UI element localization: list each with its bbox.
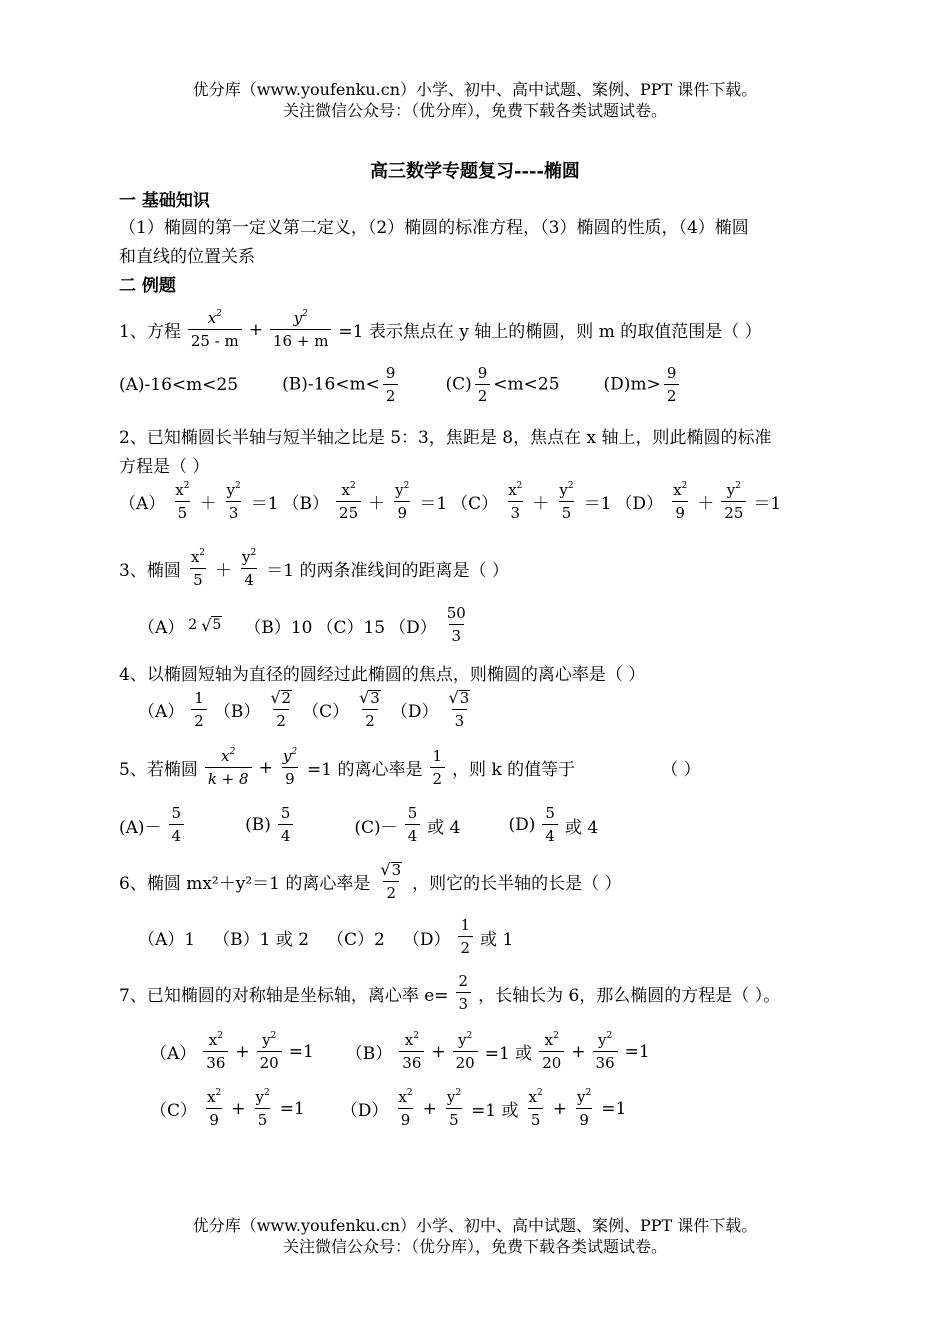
question-6-stem: 6、椭圆 mx²＋y²＝1 的离心率是 √ 3 2 ，则它的长半轴的长是（ ）: [119, 860, 622, 902]
q6-option-c[interactable]: （C）2: [327, 929, 385, 950]
q4-option-a[interactable]: （A） $\frac{1}{2}$: [138, 691, 210, 729]
q6-option-b[interactable]: （B）1 或 2: [213, 929, 310, 950]
question-4-stem: 4、以椭圆短轴为直径的圆经过此椭圆的焦点，则椭圆的离心率是（ ）: [119, 665, 646, 685]
footer-line-1: 优分库（www.youfenku.cn）小学、初中、高中试题、案例、PPT 课件下载。: [192, 1216, 758, 1235]
question-1-stem: 1、方程 $\frac{x^2}{25 - m}$ + $\frac{y^2}{16 + m}$ =1 表示焦点在 y 轴上的椭圆，则 m 的取值范围是（ ）: [119, 309, 762, 350]
header-line-2: 关注微信公众号：（优分库），免费下载各类试题试卷。: [282, 101, 667, 120]
q5-option-b[interactable]: (B) $\frac{5}{4}$: [245, 806, 296, 844]
question-2-line-1: 2、已知椭圆长半轴与短半轴之比是 5：3，焦距是 8，焦点在 x 轴上，则此椭圆的标准: [119, 428, 772, 448]
question-6-options: [138, 918, 513, 956]
q5-option-c[interactable]: (C)－ $\frac{5}{4}$ 或 4: [354, 804, 461, 845]
q3-option-d[interactable]: （D） $\frac{50}{3}$: [389, 604, 466, 645]
question-5-options: [119, 806, 598, 844]
q3-option-c[interactable]: （C）15: [316, 617, 386, 638]
section-examples-heading: 二 例题: [119, 276, 176, 296]
q5-option-d[interactable]: (D) $\frac{5}{4}$ 或 4: [508, 804, 599, 845]
q7-option-d[interactable]: （D） $\frac{x^2}{9}$ + $\frac{y^2}{5}$ =1 或 $\frac{x^2}{5}$ + $\frac{y^2}{9}$ =1: [340, 1088, 627, 1129]
q5-option-a[interactable]: (A)－ $\frac{5}{4}$: [119, 806, 187, 844]
basics-line-2: 和直线的位置关系: [119, 247, 255, 267]
q3-option-a[interactable]: （A） 2 √ 5: [138, 615, 222, 638]
question-4-options: [138, 690, 476, 729]
q2-option-b[interactable]: （B） $\frac{x^2}{25}$ ＋ $\frac{y^2}{9}$ ＝1: [282, 481, 448, 522]
q7-option-c[interactable]: （C） $\frac{x^2}{9}$ + $\frac{y^2}{5}$ =1: [150, 1088, 305, 1129]
q4-option-d[interactable]: （D） √ 3 3: [390, 688, 470, 730]
q1-option-b[interactable]: (B)-16<m< $\frac{9}{2}$: [282, 366, 401, 404]
question-2-line-2: 方程是（ ）: [119, 457, 210, 477]
question-7-options-row-2: [150, 1089, 626, 1128]
q2-option-a[interactable]: （A） $\frac{x^2}{5}$ ＋ $\frac{y^2}{3}$ ＝1: [119, 481, 279, 522]
question-7-options-row-1: [150, 1032, 650, 1071]
page-title: 高三数学专题复习----椭圆: [370, 161, 580, 182]
q1-suffix: =1 表示焦点在 y 轴上的椭圆，则 m 的取值范围是（ ）: [338, 322, 762, 342]
q2-option-d[interactable]: （D） $\frac{x^2}{9}$ ＋ $\frac{y^2}{25}$ ＝1: [615, 481, 782, 522]
footer-line-2: 关注微信公众号：（优分库），免费下载各类试题试卷。: [282, 1237, 667, 1256]
q1-fraction-y: $\frac{y^2}{16 + m}$: [270, 310, 331, 349]
q6-option-d[interactable]: （D） $\frac{1}{2}$ 或 1: [402, 916, 514, 957]
q4-option-b[interactable]: （B） √ 2 2: [213, 688, 292, 730]
question-1-options: [119, 366, 682, 404]
q6-option-a[interactable]: （A）1: [138, 929, 196, 950]
header-line-1: 优分库（www.youfenku.cn）小学、初中、高中试题、案例、PPT 课件下载。: [192, 80, 758, 99]
q3-option-b[interactable]: （B）10: [244, 617, 313, 638]
question-3-options: [138, 606, 472, 644]
section-basics-heading: 一 基础知识: [119, 191, 210, 211]
question-2-options: [119, 482, 781, 521]
question-5-stem: 5、若椭圆 $\frac{x^2}{k + 8}$ + $\frac{y^2}{9}$ =1 的离心率是 $\frac{1}{2}$ ，则 k 的值等于 （ ）: [119, 746, 701, 788]
q1-option-a[interactable]: (A)-16<m<25: [119, 375, 239, 395]
q1-fraction-x: $\frac{x^2}{25 - m}$: [188, 310, 242, 349]
basics-line-1: （1）椭圆的第一定义第二定义，（2）椭圆的标准方程，（3）椭圆的性质，（4）椭圆: [119, 218, 749, 238]
q1-option-d[interactable]: (D)m> $\frac{9}{2}$: [604, 366, 683, 404]
q7-option-a[interactable]: （A） $\frac{x^2}{36}$ + $\frac{y^2}{20}$ =1: [150, 1031, 314, 1072]
question-7-stem: 7、已知椭圆的对称轴是坐标轴，离心率 e= $\frac{2}{3}$ ，长轴长为 6，那么椭圆的方程是（ ）。: [119, 972, 781, 1013]
question-3-stem: 3、椭圆 $\frac{x^2}{5}$ ＋ $\frac{y^2}{4}$ ＝1 的两条准线间的距离是（ ）: [119, 548, 509, 589]
q7-option-b[interactable]: （B） $\frac{x^2}{36}$ + $\frac{y^2}{20}$ =1 或 $\frac{x^2}{20}$ + $\frac{y^2}{36}$ =1: [345, 1031, 650, 1072]
q1-option-c[interactable]: (C) $\frac{9}{2}$ <m<25: [445, 364, 560, 405]
q1-prefix: 1、方程: [119, 322, 181, 342]
q2-option-c[interactable]: （C） $\frac{x^2}{3}$ ＋ $\frac{y^2}{5}$ ＝1: [451, 481, 612, 522]
q4-option-c[interactable]: （C） √ 3 2: [302, 688, 380, 730]
